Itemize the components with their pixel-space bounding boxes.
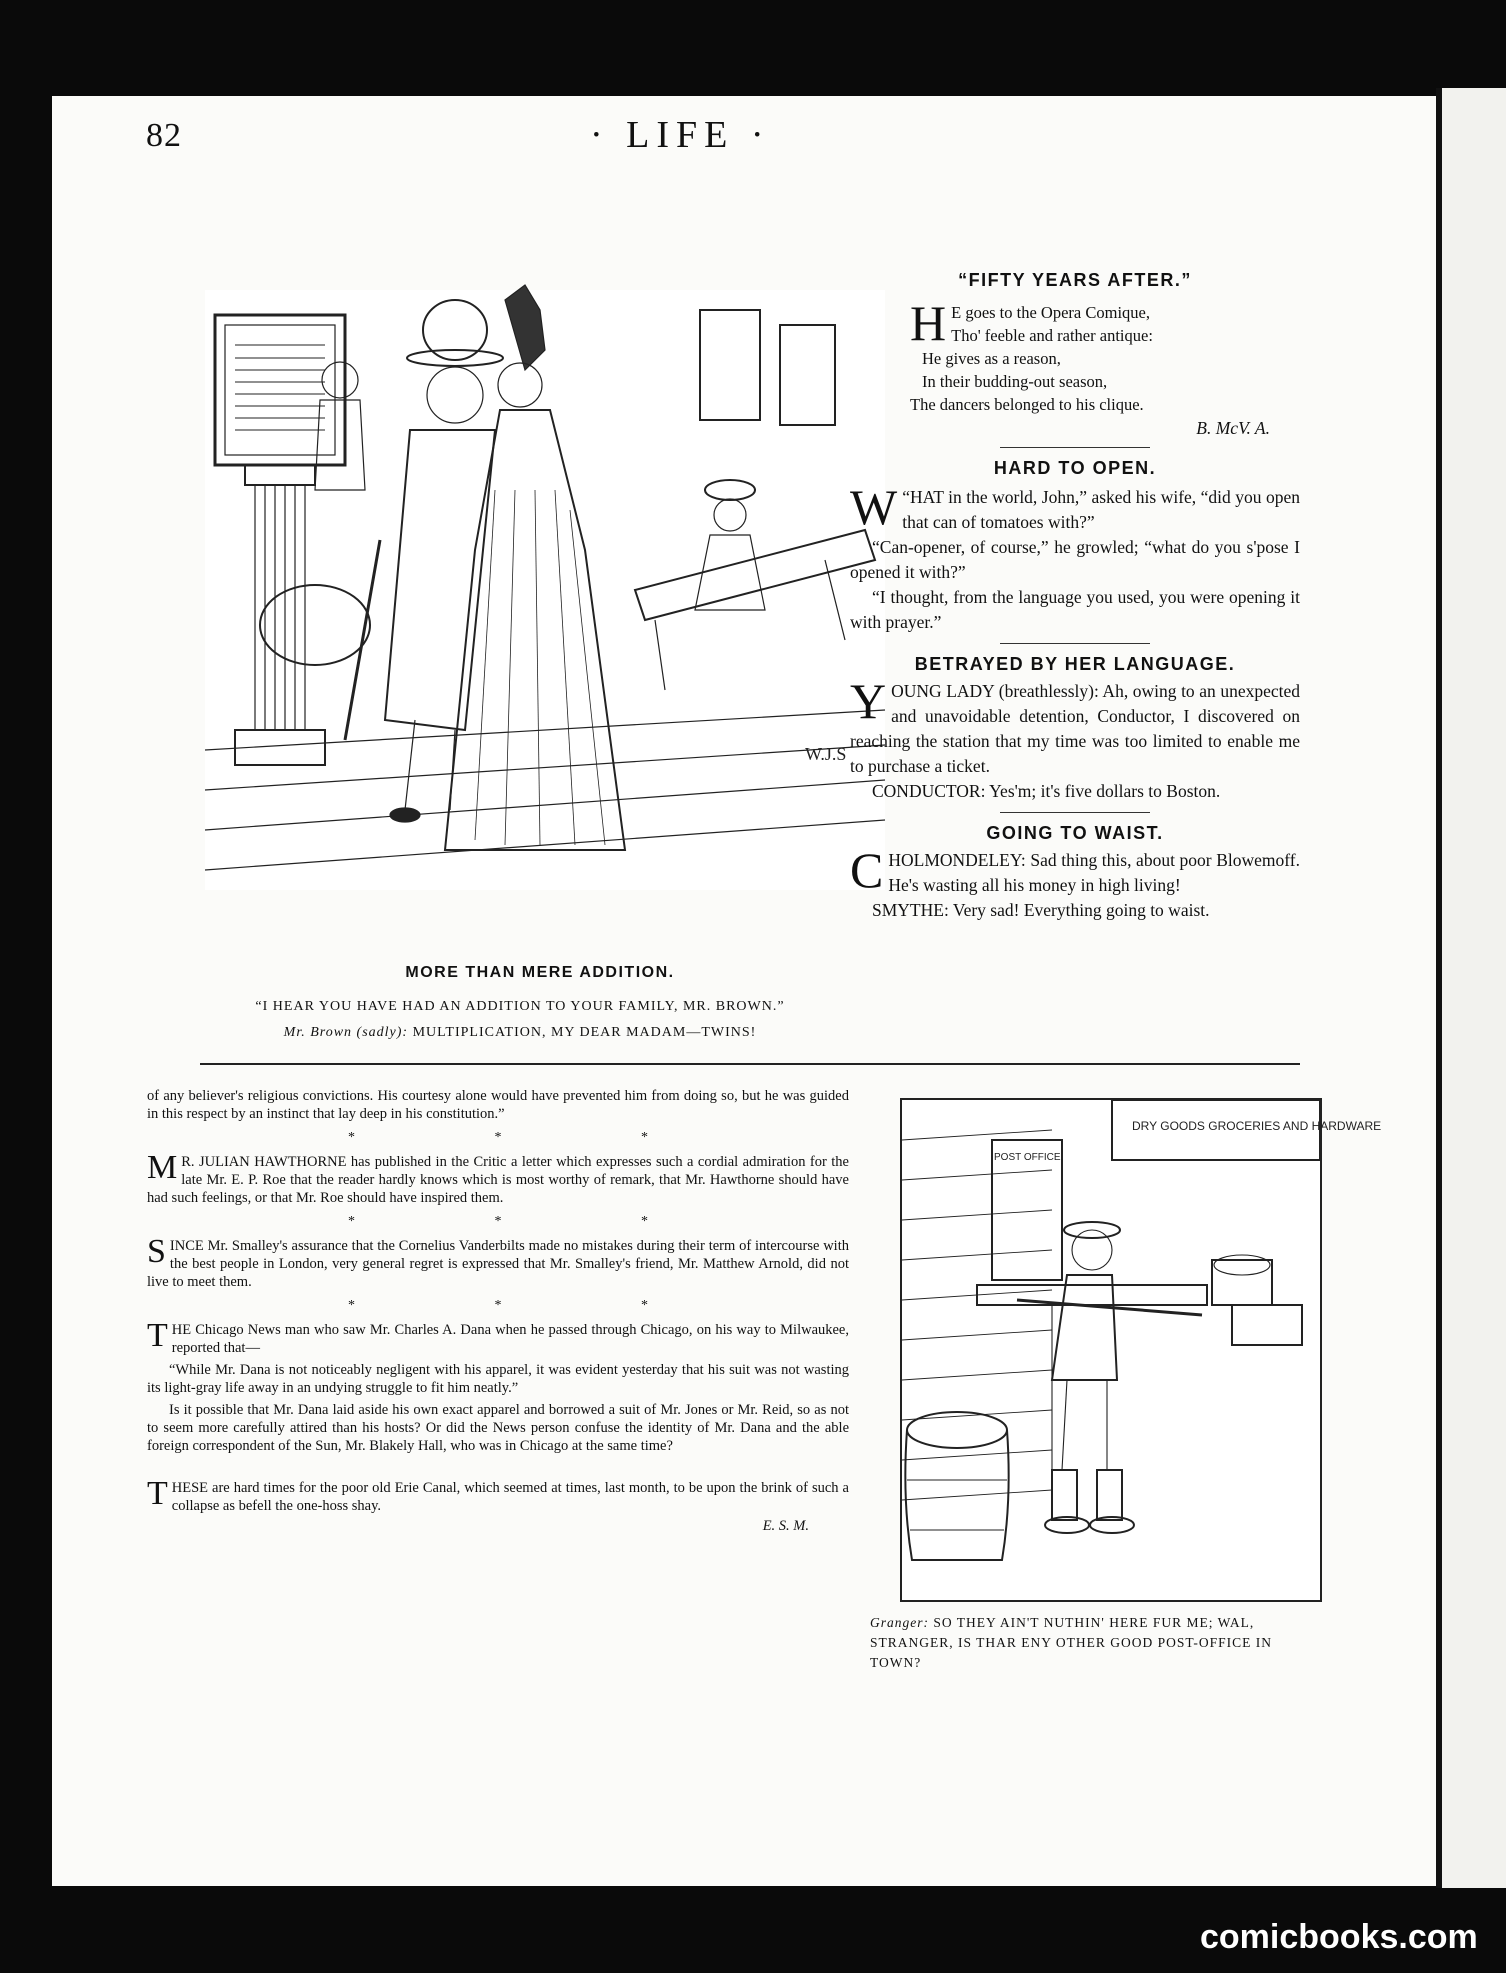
drop-cap: C bbox=[850, 842, 884, 898]
poem-line: Tho' feeble and rather antique: bbox=[951, 326, 1153, 345]
section-rule bbox=[200, 1063, 1300, 1065]
article-title-hard-to-open: HARD TO OPEN. bbox=[993, 458, 1157, 478]
right-column-top bbox=[850, 268, 1300, 923]
cartoon2-speaker: Granger: bbox=[870, 1615, 929, 1630]
masthead: · LIFE · bbox=[590, 114, 771, 156]
poem-line: He gives as a reason, bbox=[922, 349, 1061, 368]
cartoon2-caption-text: SO THEY AIN'T NUTHIN' HERE FUR ME; WAL, STRANGER, IS THAR ENY OTHER GOOD POST-OFFICE IN TOWN? bbox=[870, 1615, 1273, 1670]
cartoon1-caption-line2 bbox=[200, 1025, 840, 1041]
hard-p3: “I thought, from the language you used, you were opening it with prayer.” bbox=[850, 587, 1300, 632]
post-office-sign: POST OFFICE bbox=[994, 1152, 1061, 1163]
section-stars: * * * bbox=[348, 1298, 716, 1313]
divider bbox=[1000, 643, 1150, 644]
article-title-betrayed: BETRAYED BY HER LANGUAGE. bbox=[914, 654, 1236, 674]
waist-p1 bbox=[850, 842, 1300, 898]
editorial-p1 bbox=[147, 1149, 849, 1207]
section-stars: * * * bbox=[348, 1130, 716, 1145]
betrayed-p2: CONDUCTOR: Yes'm; it's five dollars to Boston. bbox=[872, 781, 1221, 801]
divider bbox=[1000, 812, 1150, 813]
drop-cap: Y bbox=[850, 673, 887, 729]
hard-p1-text: “HAT in the world, John,” asked his wife, “did you open that can of tomatoes with?” bbox=[902, 487, 1300, 532]
betrayed-p1-text: OUNG LADY (breathlessly): Ah, owing to an unexpected and unavoidable detention, Conductor, I discovered on reaching the station that my time was too limited to enable me to purchase a ticket. bbox=[850, 681, 1300, 776]
drop-cap: T bbox=[147, 1317, 168, 1354]
poem-title: “FIFTY YEARS AFTER.” bbox=[958, 270, 1192, 290]
betrayed-p1 bbox=[850, 673, 1300, 779]
cartoon-illustration-station bbox=[205, 290, 885, 898]
post-office-scene-drawing bbox=[902, 1100, 1382, 1600]
poem-drop-cap: H bbox=[910, 295, 947, 351]
station-scene-drawing bbox=[205, 290, 885, 898]
adjacent-page-edge bbox=[1436, 88, 1506, 1888]
editorial-p1-text: R. JULIAN HAWTHORNE has published in the Critic a letter which expresses such a cordial admiration for the late Mr. E. P. Roe that the reader hardly knows which is most worthy of remark, that Mr. Hawthorne should have had such feelings, or that Mr. Roe should have inspired them. bbox=[147, 1154, 849, 1206]
editorial-p2 bbox=[147, 1233, 849, 1291]
cartoon1-caption-line1: “I HEAR YOU HAVE HAD AN ADDITION TO YOUR FAMILY, MR. BROWN.” bbox=[255, 999, 785, 1014]
poem-signature: B. McV. A. bbox=[1196, 418, 1270, 438]
poem-line: E goes to the Opera Comique, bbox=[951, 303, 1150, 322]
watermark: comicbooks.com bbox=[1200, 1918, 1478, 1956]
article-title-waist: GOING TO WAIST. bbox=[986, 823, 1164, 843]
editorial-p3-text: HE Chicago News man who saw Mr. Charles A. Dana when he passed through Chicago, on his way to Milwaukee, reported that— bbox=[171, 1322, 849, 1356]
cartoon1-speaker: Mr. Brown (sadly): bbox=[283, 1025, 409, 1040]
editorial-p3 bbox=[147, 1317, 849, 1357]
divider bbox=[1000, 447, 1150, 448]
section-stars: * * * bbox=[348, 1214, 716, 1229]
drop-cap: T bbox=[147, 1475, 168, 1512]
editorial-p6-text: HESE are hard times for the poor old Erie Canal, which seemed at times, last month, to be upon the brink of such a collapse as befell the one-hoss shay. bbox=[171, 1480, 849, 1514]
cartoon-illustration-post-office bbox=[900, 1098, 1382, 1602]
editorial-column bbox=[147, 1087, 849, 1535]
poem-line: The dancers belonged to his clique. bbox=[910, 395, 1144, 414]
page-number: 82 bbox=[146, 117, 182, 154]
cartoon2-caption bbox=[870, 1613, 1310, 1673]
waist-p1-text: HOLMONDELEY: Sad thing this, about poor Blowemoff. He's wasting all his money in high living! bbox=[888, 850, 1300, 895]
artist-signature: W.J.S bbox=[805, 744, 847, 764]
editorial-p4: “While Mr. Dana is not noticeably negligent with his apparel, it was evident yesterday that his suit was not wasting its light-gray life away in an undying struggle to fit him neatly.” bbox=[147, 1362, 849, 1396]
drop-cap: S bbox=[147, 1233, 166, 1270]
editorial-p2-text: INCE Mr. Smalley's assurance that the Cornelius Vanderbilts made no mistakes during their term of intercourse with the best people in London, very general regret is expressed that Mr. Smalley's friend, Mr. Matthew Arnold, did not live to meet them. bbox=[147, 1238, 849, 1290]
drop-cap: M bbox=[147, 1149, 178, 1186]
poem-line: In their budding-out season, bbox=[922, 372, 1108, 391]
editorial-p5: Is it possible that Mr. Dana laid aside his own exact apparel and borrowed a suit of Mr. Jones or Mr. Reid, so as not to seem more carefully attired than his hosts? Or did the News person confuse the identity of Mr. Dana and the able foreign correspondent of the Sun, Mr. Blakely Hall, who was in Chicago at the same time? bbox=[147, 1402, 849, 1454]
store-sign: DRY GOODS GROCERIES AND HARDWARE bbox=[1132, 1119, 1382, 1133]
hard-p2: “Can-opener, of course,” he growled; “what do you s'pose I opened it with?” bbox=[850, 537, 1300, 582]
editorial-p6 bbox=[147, 1475, 849, 1515]
waist-p2: SMYTHE: Very sad! Everything going to waist. bbox=[872, 900, 1210, 920]
editorial-p0: of any believer's religious convictions. His courtesy alone would have prevented him from doing so, but he was guided in this respect by an instinct that lay deep in his constitution.” bbox=[147, 1088, 849, 1122]
hard-p1 bbox=[850, 479, 1300, 535]
cartoon1-reply: MULTIPLICATION, MY DEAR MADAM—TWINS! bbox=[412, 1025, 757, 1040]
cartoon1-title: MORE THAN MERE ADDITION. bbox=[405, 964, 675, 981]
poem-body bbox=[850, 295, 1300, 416]
editorial-signature: E. S. M. bbox=[762, 1518, 809, 1534]
drop-cap: W bbox=[850, 479, 898, 535]
